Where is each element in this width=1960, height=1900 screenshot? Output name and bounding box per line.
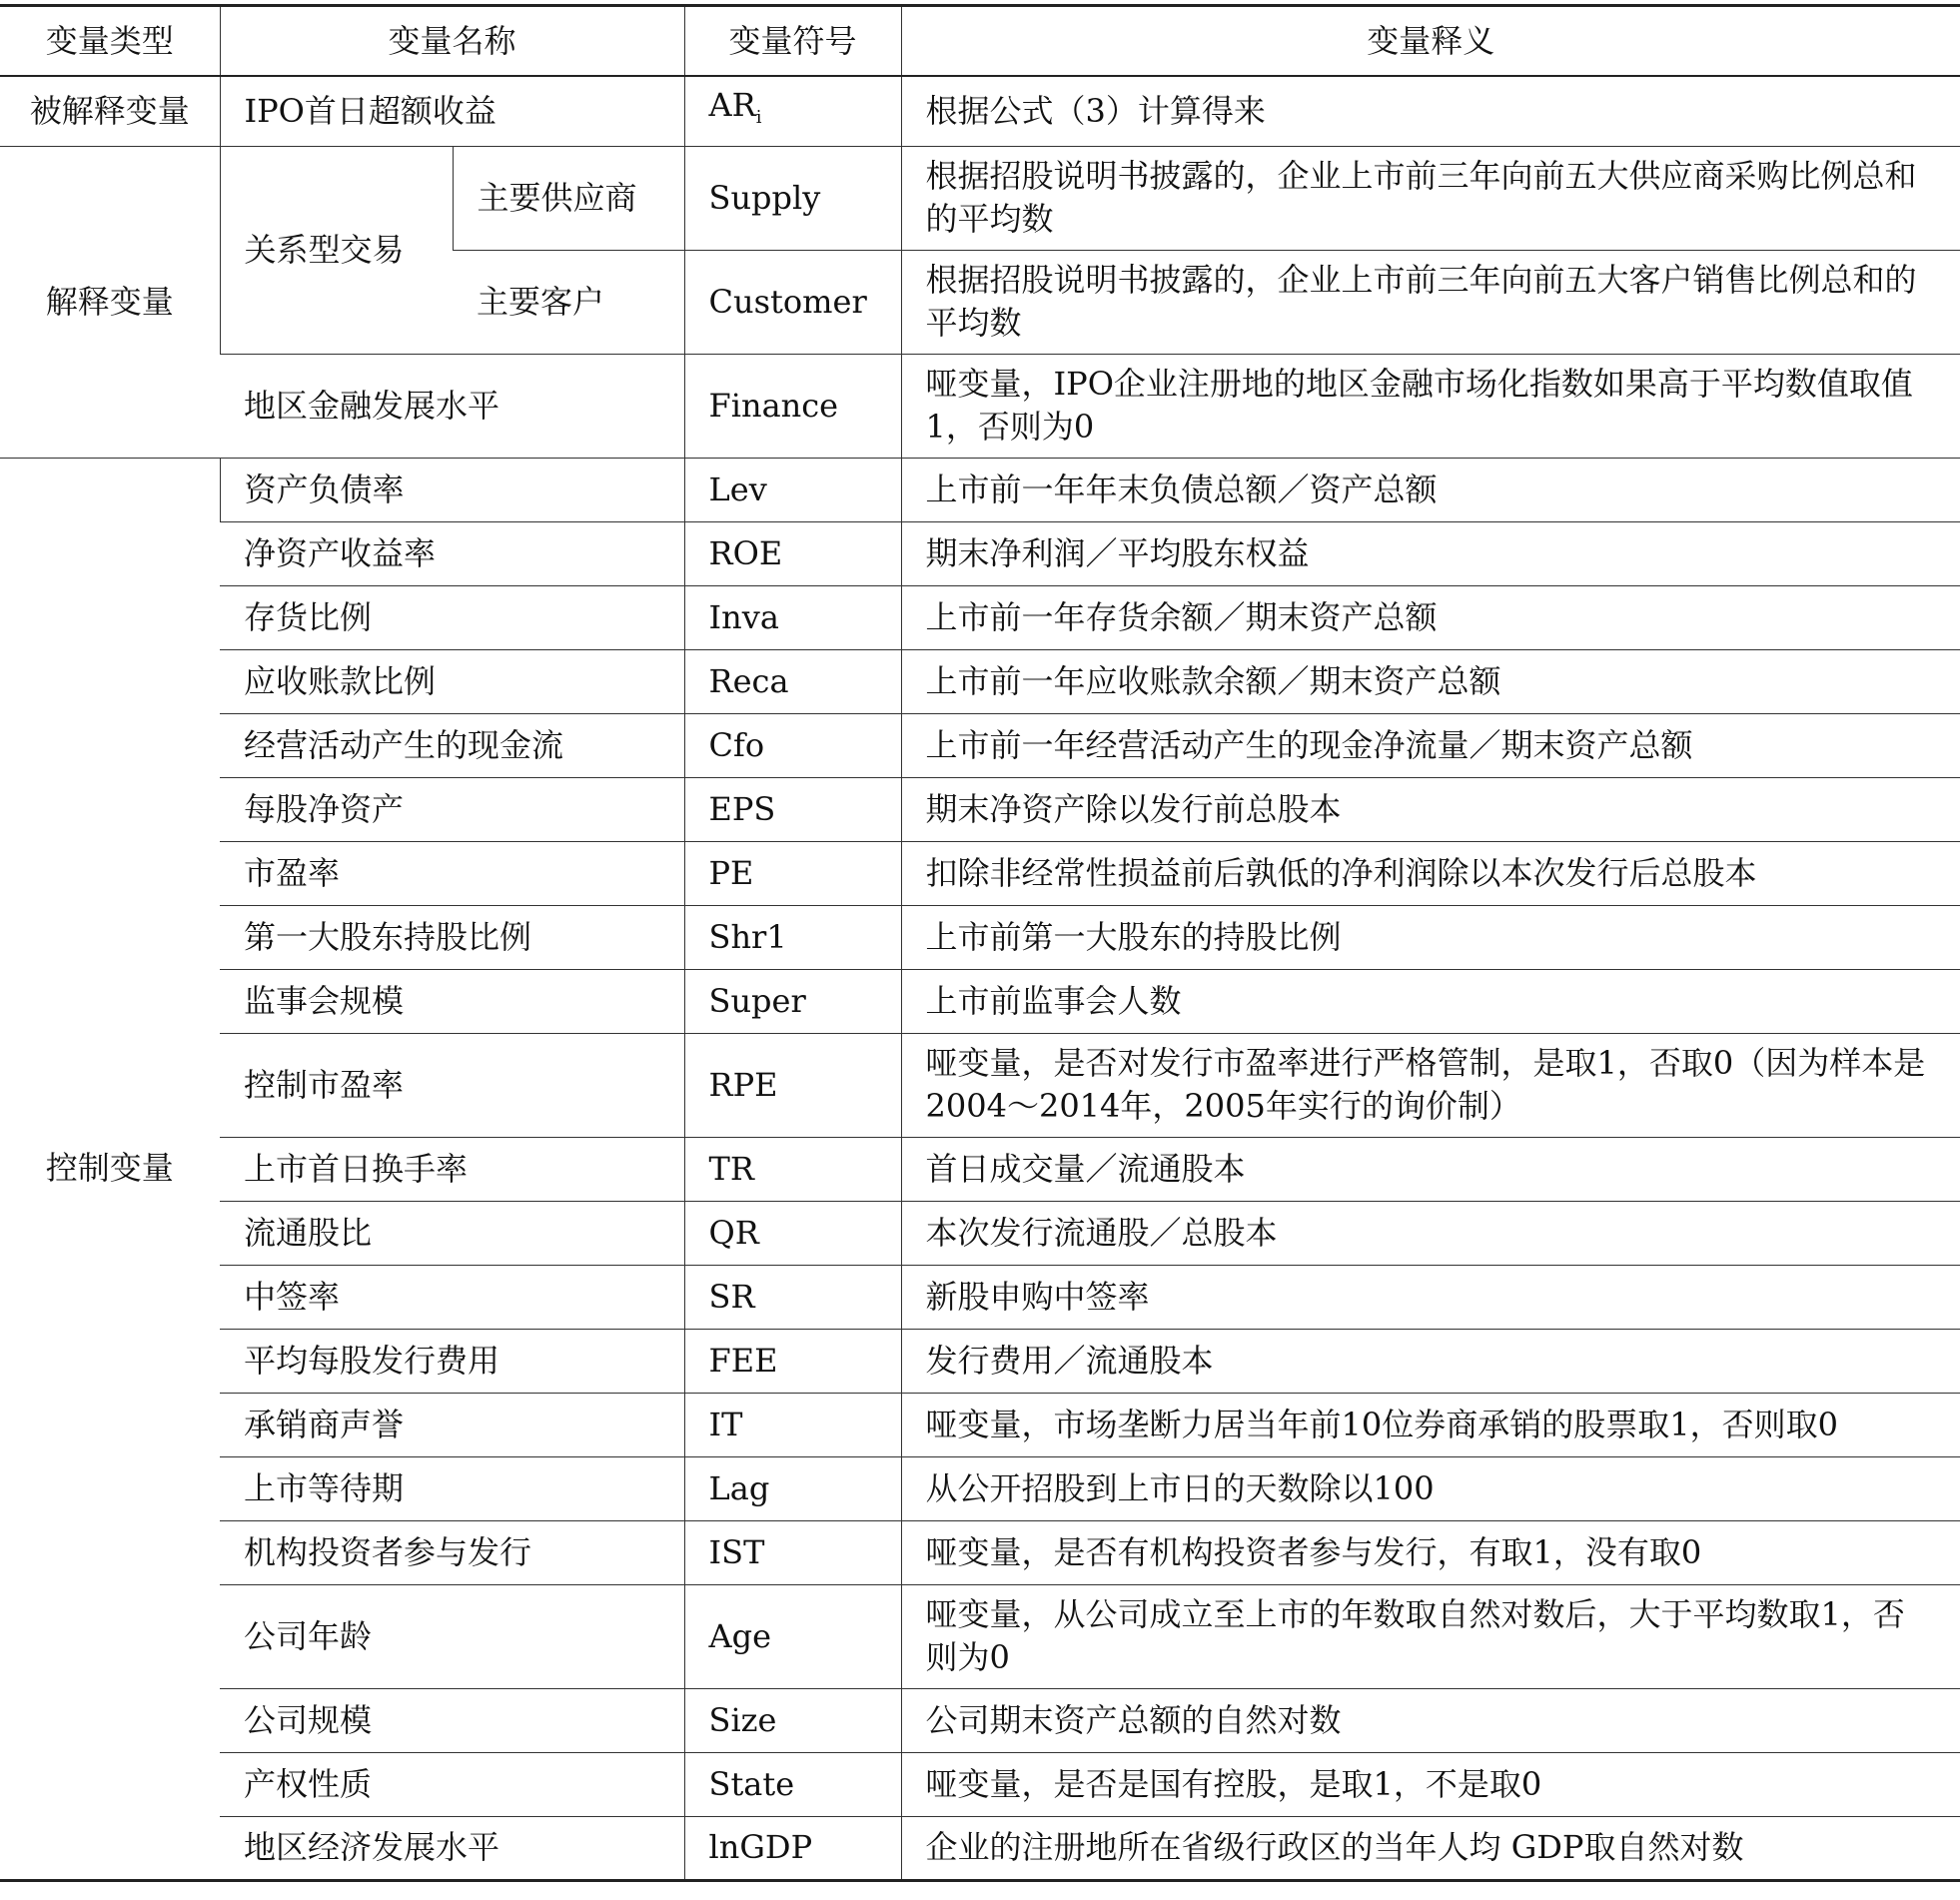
symbol-subscript: i bbox=[755, 106, 762, 128]
definition-cell: 从公开招股到上市日的天数除以100 bbox=[901, 1456, 1960, 1520]
definition-cell: 企业的注册地所在省级行政区的当年人均 GDP取自然对数 bbox=[901, 1816, 1960, 1880]
symbol-cell: IT bbox=[684, 1393, 901, 1456]
table-row bbox=[0, 76, 1960, 146]
name-cell: 机构投资者参与发行 bbox=[220, 1520, 684, 1584]
name-cell: 产权性质 bbox=[220, 1752, 684, 1816]
definition-cell: 期末净资产除以发行前总股本 bbox=[901, 777, 1960, 841]
definition-cell: 哑变量，是否有机构投资者参与发行，有取1，没有取0 bbox=[901, 1520, 1960, 1584]
name-cell: 公司年龄 bbox=[220, 1584, 684, 1688]
definition-cell: 新股申购中签率 bbox=[901, 1265, 1960, 1329]
definition-cell: 根据公式（3）计算得来 bbox=[901, 76, 1960, 146]
table-row bbox=[0, 905, 1960, 969]
symbol-cell: IST bbox=[684, 1520, 901, 1584]
definition-cell: 哑变量，是否是国有控股，是取1，不是取0 bbox=[901, 1752, 1960, 1816]
symbol-cell: Finance bbox=[684, 354, 901, 458]
symbol-cell: PE bbox=[684, 841, 901, 905]
symbol-cell: Supply bbox=[684, 146, 901, 250]
symbol-cell: Inva bbox=[684, 585, 901, 649]
symbol-cell: Lev bbox=[684, 458, 901, 521]
header-symbol: 变量符号 bbox=[684, 6, 901, 77]
name-cell: 平均每股发行费用 bbox=[220, 1329, 684, 1393]
symbol-cell: Shr1 bbox=[684, 905, 901, 969]
name-cell: 上市等待期 bbox=[220, 1456, 684, 1520]
name-cell: 存货比例 bbox=[220, 585, 684, 649]
symbol-cell: Super bbox=[684, 969, 901, 1033]
variable-definition-table bbox=[0, 4, 1960, 1882]
symbol-cell: FEE bbox=[684, 1329, 901, 1393]
table-row bbox=[0, 1688, 1960, 1752]
table-row bbox=[0, 1137, 1960, 1201]
header-name: 变量名称 bbox=[220, 6, 684, 77]
name-cell: 资产负债率 bbox=[220, 458, 684, 521]
name-cell: 承销商声誉 bbox=[220, 1393, 684, 1456]
symbol-cell: State bbox=[684, 1752, 901, 1816]
symbol-cell: Age bbox=[684, 1584, 901, 1688]
table-row bbox=[0, 1816, 1960, 1880]
table-row bbox=[0, 354, 1960, 458]
definition-cell: 本次发行流通股／总股本 bbox=[901, 1201, 1960, 1265]
table-row bbox=[0, 1033, 1960, 1137]
table-row bbox=[0, 969, 1960, 1033]
table-row bbox=[0, 1393, 1960, 1456]
symbol-cell: ROE bbox=[684, 521, 901, 585]
name-cell: 上市首日换手率 bbox=[220, 1137, 684, 1201]
name-cell: 控制市盈率 bbox=[220, 1033, 684, 1137]
table-row bbox=[0, 585, 1960, 649]
definition-cell: 根据招股说明书披露的，企业上市前三年向前五大供应商采购比例总和的平均数 bbox=[901, 146, 1960, 250]
table-row bbox=[0, 146, 1960, 250]
definition-cell: 哑变量，从公司成立至上市的年数取自然对数后，大于平均数取1，否则为0 bbox=[901, 1584, 1960, 1688]
subname-cell: 主要供应商 bbox=[453, 146, 684, 250]
definition-cell: 上市前一年应收账款余额／期末资产总额 bbox=[901, 649, 1960, 713]
name-cell: 市盈率 bbox=[220, 841, 684, 905]
name-cell: 监事会规模 bbox=[220, 969, 684, 1033]
symbol-cell: Cfo bbox=[684, 713, 901, 777]
definition-cell: 扣除非经常性损益前后孰低的净利润除以本次发行后总股本 bbox=[901, 841, 1960, 905]
table-row bbox=[0, 1520, 1960, 1584]
definition-cell: 哑变量，IPO企业注册地的地区金融市场化指数如果高于平均数值取值1，否则为0 bbox=[901, 354, 1960, 458]
definition-cell: 哑变量，是否对发行市盈率进行严格管制，是取1，否取0（因为样本是2004～2014年，2005年实行的询价制） bbox=[901, 1033, 1960, 1137]
definition-cell: 哑变量，市场垄断力居当年前10位券商承销的股票取1，否则取0 bbox=[901, 1393, 1960, 1456]
symbol-cell: Lag bbox=[684, 1456, 901, 1520]
name-cell: 经营活动产生的现金流 bbox=[220, 713, 684, 777]
symbol-cell: Size bbox=[684, 1688, 901, 1752]
header-row bbox=[0, 6, 1960, 77]
table-row bbox=[0, 649, 1960, 713]
name-cell: 中签率 bbox=[220, 1265, 684, 1329]
symbol-cell: Customer bbox=[684, 250, 901, 354]
definition-cell: 首日成交量／流通股本 bbox=[901, 1137, 1960, 1201]
table-row bbox=[0, 1456, 1960, 1520]
name-cell: 地区经济发展水平 bbox=[220, 1816, 684, 1880]
name-cell: 地区金融发展水平 bbox=[220, 354, 684, 458]
name-cell: 公司规模 bbox=[220, 1688, 684, 1752]
table-row bbox=[0, 1584, 1960, 1688]
header-definition: 变量释义 bbox=[901, 6, 1960, 77]
symbol-base: AR bbox=[708, 85, 756, 124]
table-row bbox=[0, 841, 1960, 905]
definition-cell: 上市前第一大股东的持股比例 bbox=[901, 905, 1960, 969]
table-row bbox=[0, 1329, 1960, 1393]
definition-cell: 上市前监事会人数 bbox=[901, 969, 1960, 1033]
name-cell: 应收账款比例 bbox=[220, 649, 684, 713]
name-cell: 净资产收益率 bbox=[220, 521, 684, 585]
symbol-cell: Reca bbox=[684, 649, 901, 713]
subname-cell: 主要客户 bbox=[453, 250, 684, 354]
definition-cell: 上市前一年存货余额／期末资产总额 bbox=[901, 585, 1960, 649]
type-cell-explained: 被解释变量 bbox=[0, 76, 220, 146]
table-row bbox=[0, 521, 1960, 585]
type-cell-explanatory: 解释变量 bbox=[0, 146, 220, 458]
table-row bbox=[0, 1201, 1960, 1265]
definition-cell: 上市前一年年末负债总额／资产总额 bbox=[901, 458, 1960, 521]
name-cell: 第一大股东持股比例 bbox=[220, 905, 684, 969]
table-row bbox=[0, 713, 1960, 777]
table-row bbox=[0, 1752, 1960, 1816]
definition-cell: 根据招股说明书披露的，企业上市前三年向前五大客户销售比例总和的平均数 bbox=[901, 250, 1960, 354]
symbol-cell: SR bbox=[684, 1265, 901, 1329]
symbol-cell: EPS bbox=[684, 777, 901, 841]
symbol-cell bbox=[684, 76, 901, 146]
name-cell: 流通股比 bbox=[220, 1201, 684, 1265]
symbol-cell: RPE bbox=[684, 1033, 901, 1137]
symbol-cell: TR bbox=[684, 1137, 901, 1201]
group-cell: 关系型交易 bbox=[220, 146, 453, 354]
definition-cell: 发行费用／流通股本 bbox=[901, 1329, 1960, 1393]
name-cell: 每股净资产 bbox=[220, 777, 684, 841]
table-row bbox=[0, 1265, 1960, 1329]
symbol-cell: lnGDP bbox=[684, 1816, 901, 1880]
definition-cell: 上市前一年经营活动产生的现金净流量／期末资产总额 bbox=[901, 713, 1960, 777]
table-row bbox=[0, 458, 1960, 521]
header-type: 变量类型 bbox=[45, 21, 174, 60]
definition-cell: 期末净利润／平均股东权益 bbox=[901, 521, 1960, 585]
table-row bbox=[0, 777, 1960, 841]
name-cell: IPO首日超额收益 bbox=[220, 76, 684, 146]
definition-cell: 公司期末资产总额的自然对数 bbox=[901, 1688, 1960, 1752]
symbol-cell: QR bbox=[684, 1201, 901, 1265]
type-cell-control: 控制变量 bbox=[0, 458, 220, 1880]
